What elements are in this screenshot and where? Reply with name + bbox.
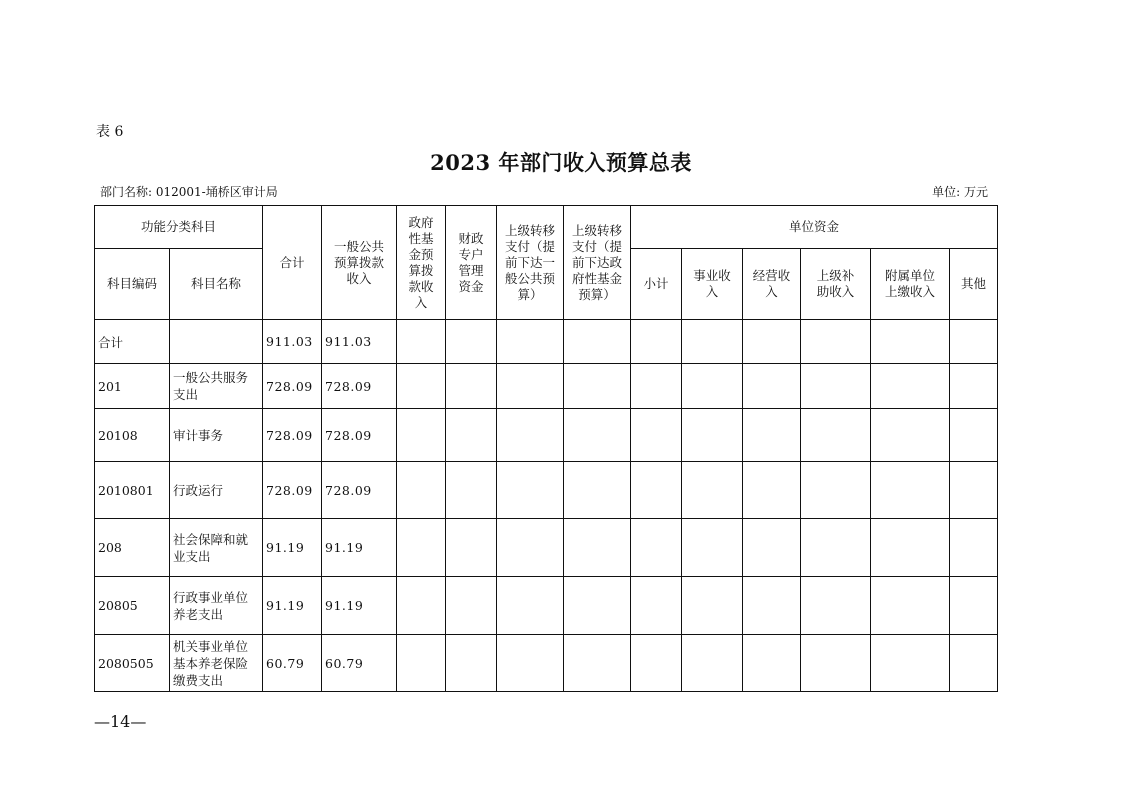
page-number: —14— xyxy=(94,712,147,731)
department-name: 部门名称: 012001-埇桥区审计局 xyxy=(100,185,278,199)
table-row xyxy=(95,409,998,462)
row-name: 行政事业单位养老支出 xyxy=(170,577,263,635)
table-row xyxy=(95,364,998,409)
header-unit-funds: 单位资金 xyxy=(631,206,998,249)
row-code: 20108 xyxy=(95,409,170,462)
row-code: 合计 xyxy=(95,320,170,364)
row-general: 728.09 xyxy=(322,409,397,462)
header-other: 其他 xyxy=(950,249,998,320)
row-total: 91.19 xyxy=(263,577,322,635)
row-name xyxy=(170,320,263,364)
table-row xyxy=(95,635,998,692)
header-operating-income: 经营收入 xyxy=(743,249,801,320)
budget-table xyxy=(94,205,998,692)
row-total: 728.09 xyxy=(263,462,322,519)
row-code: 20805 xyxy=(95,577,170,635)
header-gov-fund: 政府性基金预算拨款收入 xyxy=(397,206,446,320)
header-upper-transfer-gov-fund: 上级转移支付（提前下达政府性基金预算） xyxy=(564,206,631,320)
header-upper-subsidy: 上级补助收入 xyxy=(801,249,871,320)
row-general: 91.19 xyxy=(322,519,397,577)
row-general: 728.09 xyxy=(322,364,397,409)
row-general: 911.03 xyxy=(322,320,397,364)
table-row xyxy=(95,462,998,519)
row-code: 201 xyxy=(95,364,170,409)
header-upper-transfer-general: 上级转移支付（提前下达一般公共预算） xyxy=(497,206,564,320)
row-total: 728.09 xyxy=(263,364,322,409)
row-total: 911.03 xyxy=(263,320,322,364)
row-code: 2010801 xyxy=(95,462,170,519)
row-general: 91.19 xyxy=(322,577,397,635)
header-subject-code: 科目编码 xyxy=(95,249,170,320)
table-number: 表 6 xyxy=(96,124,124,140)
header-general-public: 一般公共预算拨款收入 xyxy=(322,206,397,320)
header-func-class: 功能分类科目 xyxy=(95,206,263,249)
row-general: 728.09 xyxy=(322,462,397,519)
header-subject-name: 科目名称 xyxy=(170,249,263,320)
header-fiscal-special: 财政专户管理资金 xyxy=(446,206,497,320)
page-title: 2023 年部门收入预算总表 xyxy=(430,150,692,175)
row-total: 728.09 xyxy=(263,409,322,462)
row-total: 91.19 xyxy=(263,519,322,577)
row-name: 社会保障和就业支出 xyxy=(170,519,263,577)
row-name: 机关事业单位基本养老保险缴费支出 xyxy=(170,635,263,692)
header-subtotal: 小计 xyxy=(631,249,682,320)
row-general: 60.79 xyxy=(322,635,397,692)
header-business-income: 事业收入 xyxy=(682,249,743,320)
row-code: 2080505 xyxy=(95,635,170,692)
header-total: 合计 xyxy=(263,206,322,320)
unit-label: 单位: 万元 xyxy=(932,185,988,199)
row-code: 208 xyxy=(95,519,170,577)
header-affiliated-payment: 附属单位上缴收入 xyxy=(871,249,950,320)
row-name: 一般公共服务支出 xyxy=(170,364,263,409)
table-row xyxy=(95,519,998,577)
row-name: 行政运行 xyxy=(170,462,263,519)
table-row xyxy=(95,320,998,364)
row-total: 60.79 xyxy=(263,635,322,692)
table-row xyxy=(95,577,998,635)
row-name: 审计事务 xyxy=(170,409,263,462)
